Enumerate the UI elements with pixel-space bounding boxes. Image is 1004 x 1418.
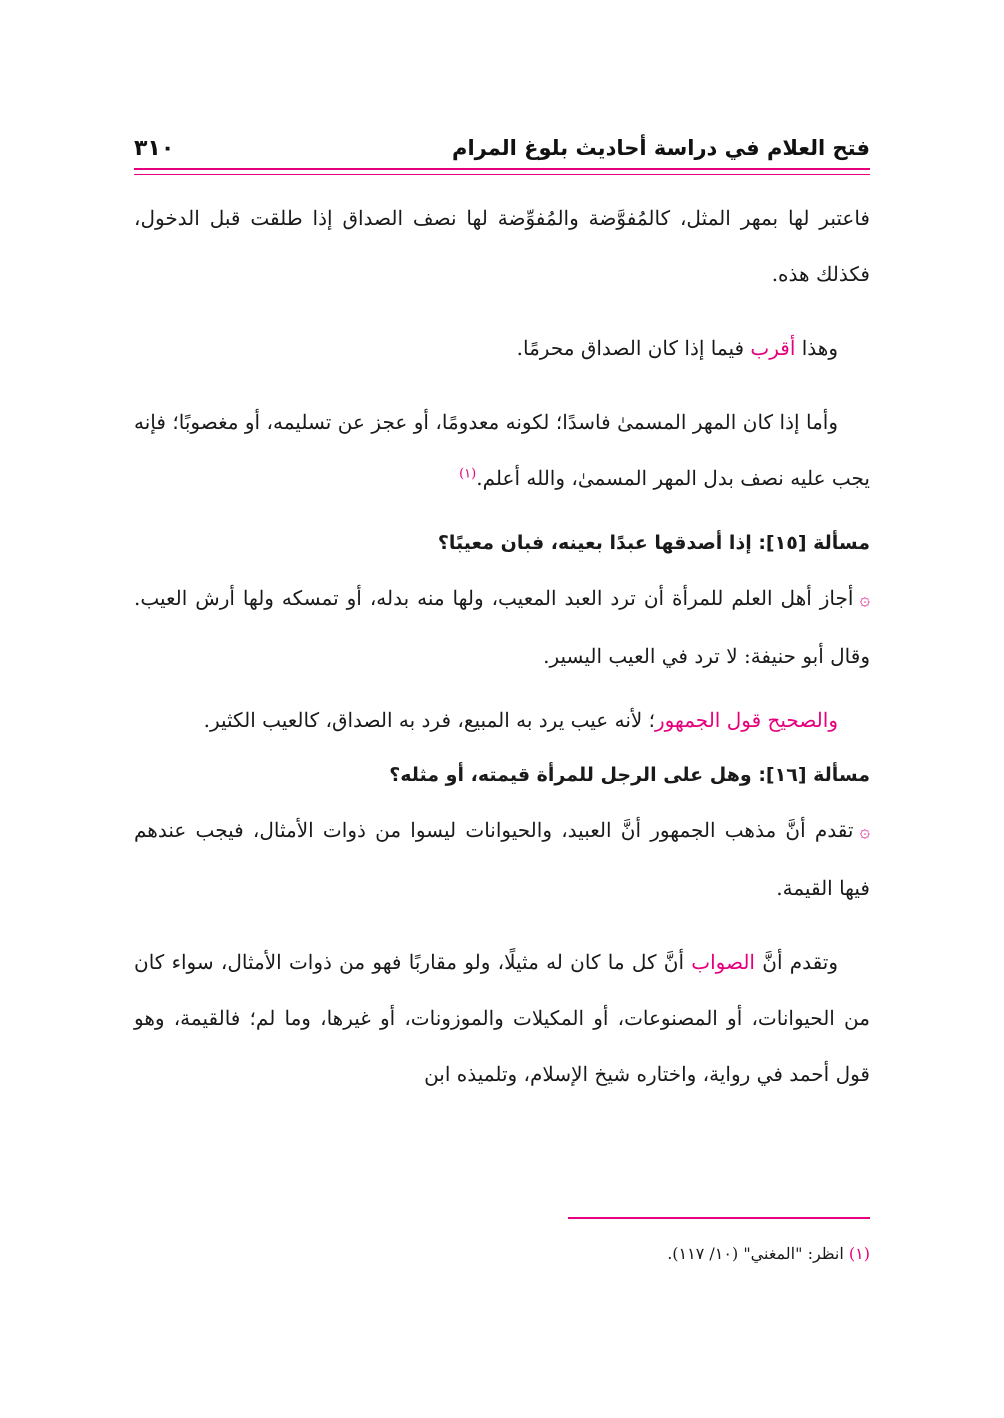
page-body [134, 190, 870, 1102]
footnote-marker: (١) [848, 1244, 870, 1263]
paragraph-3 [134, 394, 870, 506]
paragraph-2-end: فيما إذا كان الصداق محرمًا. [516, 336, 751, 360]
flower-ornament-icon: ۞ [859, 821, 870, 842]
question-15-heading: مسألة [١٥]: إذا أصدقها عبدًا بعينه، فبان معيبًا؟ [437, 532, 870, 554]
paragraph-4 [134, 570, 870, 684]
paragraph-2-start: وهذا [795, 336, 838, 360]
book-title: فتح العلام في دراسة أحاديث بلوغ المرام [452, 136, 870, 160]
flower-ornament-icon: ۞ [859, 589, 870, 610]
page-number: ٣١٠ [134, 135, 175, 161]
footnote-text: انظر: "المغني" (١٠/ ١١٧). [667, 1244, 849, 1263]
highlight-aqrab: أقرب [750, 336, 796, 360]
paragraph-6-text: تقدم أنَّ مذهب الجمهور أنَّ العبيد، والحيوانات ليسوا من ذوات الأمثال، فيجب عندهم فيها القيمة. [134, 818, 870, 900]
header-rule-thick [134, 168, 870, 170]
paragraph-6 [134, 802, 870, 916]
paragraph-5 [134, 692, 870, 748]
paragraph-7-end: أنَّ كل ما كان له مثيلًا، ولو مقاربًا فهو من ذوات الأمثال، سواء كان من الحيوانات، أو المصنوعات، أو المكيلات والموزونات، أو غيرها، وما لم؛ فالقيمة، وهو قول أحمد في رواية، واختاره شيخ الإسلام، وتلميذه ابن [134, 950, 870, 1086]
footnote-reference: (١) [459, 466, 477, 482]
highlight-sawab: الصواب [691, 950, 755, 974]
footnote-rule [568, 1217, 870, 1219]
book-page [134, 0, 870, 1418]
paragraph-1: فاعتبر لها بمهر المثل، كالمُفوَّضة والمُفوِّضة لها نصف الصداق إذا طلقت قبل الدخول، فكذلك هذه. [134, 206, 870, 286]
paragraph-4-text: أجاز أهل العلم للمرأة أن ترد العبد المعيب، ولها منه بدله، أو تمسكه ولها أرش العيب. وقال أبو حنيفة: لا ترد في العيب اليسير. [134, 586, 870, 668]
highlight-sahih: والصحيح قول الجمهور [655, 708, 838, 732]
paragraph-5-text: ؛ لأنه عيب يرد به المبيع، فرد به الصداق، كالعيب الكثير. [203, 708, 656, 732]
paragraph-2 [134, 320, 870, 376]
paragraph-3-text: وأما إذا كان المهر المسمىٰ فاسدًا؛ لكونه معدومًا، أو عجز عن تسليمه، أو مغصوبًا؛ فإنه يجب عليه نصف بدل المهر المسمىٰ، والله أعلم. [134, 410, 870, 490]
paragraph-7-start: وتقدم أنَّ [754, 950, 838, 974]
question-16-heading: مسألة [١٦]: وهل على الرجل للمرأة قيمته، أو مثله؟ [389, 764, 870, 786]
running-header [134, 128, 870, 168]
header-rule-thin [134, 174, 870, 175]
footnote [134, 1240, 870, 1268]
paragraph-7 [134, 934, 870, 1102]
